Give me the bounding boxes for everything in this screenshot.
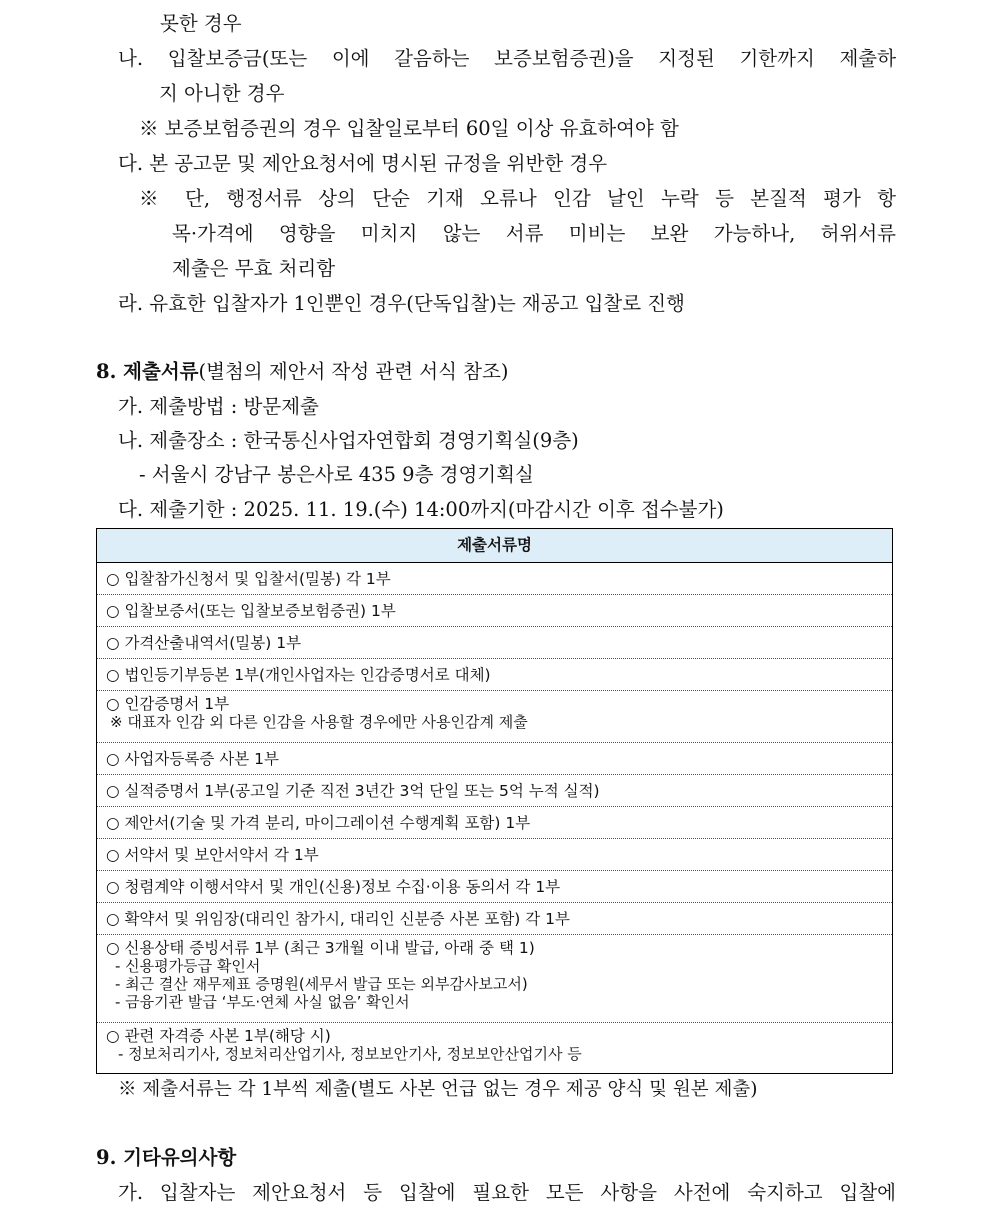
note-da-cont: 제출은 무효 처리함 — [172, 257, 336, 280]
table-row — [97, 839, 892, 871]
submit-deadline: 다. 제출기한 : 2025. 11. 19.(수) 14:00까지(마감시간 이후 접수불가) — [118, 498, 724, 521]
submit-place: 나. 제출장소 : 한국통신사업자연합회 경영기획실(9층) — [118, 429, 579, 452]
table-row — [97, 871, 892, 903]
table-cell-sub: - 정보처리기사, 정보처리산업기사, 정보보안기사, 정보보안산업기사 등 — [118, 1045, 582, 1063]
list-item-ra: 라. 유효한 입찰자가 1인뿐인 경우(단독입찰)는 재공고 입찰로 진행 — [118, 292, 685, 315]
table-row — [97, 743, 892, 775]
table-row — [97, 775, 892, 807]
table-row — [97, 1023, 892, 1073]
table-footnote: ※ 제출서류는 각 1부씩 제출(별도 사본 언급 없는 경우 제공 양식 및 원본 제출) — [118, 1079, 758, 1100]
table-row — [97, 563, 892, 595]
list-item-ga: 가. 입찰자는 제안요청서 등 입찰에 필요한 모든 사항을 사전에 숙지하고 입찰에 — [118, 1181, 896, 1204]
note-da-cont: 목·가격에 영향을 미치지 않는 서류 미비는 보완 가능하나, 허위서류 — [172, 222, 896, 245]
table-cell-note: ※ 대표자 인감 외 다른 인감을 사용할 경우에만 사용인감계 제출 — [110, 713, 528, 731]
table-cell: ○ 입찰보증서(또는 입찰보증보험증권) 1부 — [106, 602, 396, 620]
table-cell: ○ 인감증명서 1부 — [106, 695, 230, 713]
section-heading-subtitle: (별첨의 제안서 작성 관련 서식 참조) — [198, 360, 509, 383]
text-line: 못한 경우 — [160, 12, 242, 35]
section-heading-title: 8. 제출서류 — [96, 360, 199, 383]
note-da: ※ 단, 행정서류 상의 단순 기재 오류나 인감 날인 누락 등 본질적 평가 항 — [139, 187, 896, 210]
section-heading — [96, 359, 508, 385]
table-cell-sub: - 최근 결산 재무제표 증명원(세무서 발급 또는 외부감사보고서) — [115, 975, 528, 993]
table-row — [97, 659, 892, 691]
table-cell: ○ 서약서 및 보안서약서 각 1부 — [106, 846, 319, 864]
table-cell: ○ 확약서 및 위임장(대리인 참가시, 대리인 신분증 사본 포함) 각 1부 — [106, 910, 571, 928]
table-cell: ○ 제안서(기술 및 가격 분리, 마이그레이션 수행계획 포함) 1부 — [106, 814, 531, 832]
list-item-na: 나. 입찰보증금(또는 이에 갈음하는 보증보험증권)을 지정된 기한까지 제출하 — [118, 47, 896, 70]
table-cell: ○ 법인등기부등본 1부(개인사업자는 인감증명서로 대체) — [106, 666, 491, 684]
table-cell: ○ 입찰참가신청서 및 입찰서(밀봉) 각 1부 — [106, 570, 391, 588]
table-row — [97, 627, 892, 659]
table-row — [97, 903, 892, 935]
table-cell-sub: - 금융기관 발급 ‘부도·연체 사실 없음’ 확인서 — [115, 993, 410, 1011]
table-cell-sub: - 신용평가등급 확인서 — [115, 957, 261, 975]
table-cell: ○ 관련 자격증 사본 1부(해당 시) — [106, 1027, 331, 1045]
note-na: ※ 보증보험증권의 경우 입찰일로부터 60일 이상 유효하여야 함 — [139, 117, 679, 140]
table-cell: ○ 가격산출내역서(밀봉) 1부 — [106, 634, 302, 652]
list-item-na-cont: 지 아니한 경우 — [159, 82, 285, 105]
table-header: 제출서류명 — [97, 529, 892, 563]
table-row — [97, 807, 892, 839]
section-heading: 9. 기타유의사항 — [96, 1146, 237, 1169]
table-row — [97, 595, 892, 627]
table-cell: ○ 청렴계약 이행서약서 및 개인(신용)정보 수집·이용 동의서 각 1부 — [106, 878, 561, 896]
table-row — [97, 691, 892, 743]
table-cell: ○ 사업자등록증 사본 1부 — [106, 750, 279, 768]
submit-address: - 서울시 강남구 봉은사로 435 9층 경영기획실 — [139, 463, 534, 486]
list-item-da: 다. 본 공고문 및 제안요청서에 명시된 규정을 위반한 경우 — [118, 152, 608, 175]
table-cell: ○ 신용상태 증빙서류 1부 (최근 3개월 이내 발급, 아래 중 택 1) — [106, 939, 535, 957]
table-cell: ○ 실적증명서 1부(공고일 기준 직전 3년간 3억 단일 또는 5억 누적 실적) — [106, 782, 600, 800]
documents-table — [96, 528, 893, 1074]
submit-method: 가. 제출방법 : 방문제출 — [118, 395, 319, 418]
table-row — [97, 935, 892, 1023]
